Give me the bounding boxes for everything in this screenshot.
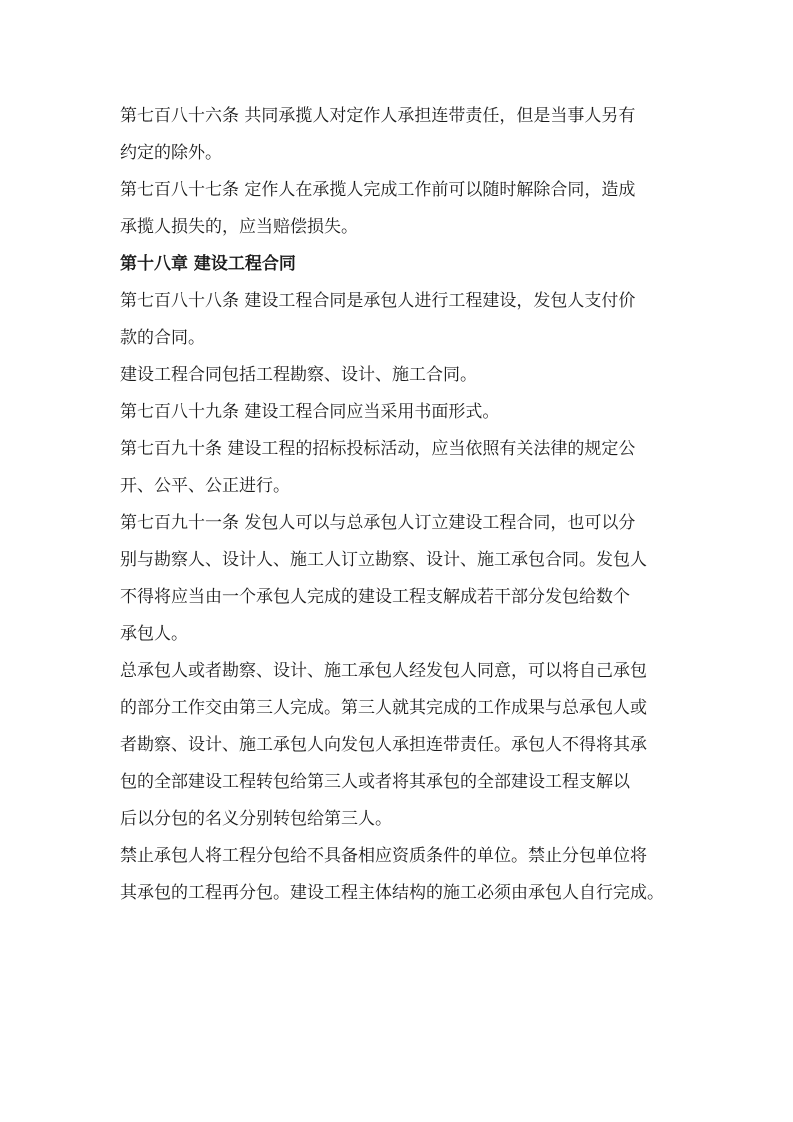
article-791-paragraph-2-line-3: 者勘察、设计、施工承包人向发包人承担连带责任。承包人不得将其承 (120, 735, 647, 755)
article-790-line-1: 第七百九十条 建设工程的招标投标活动，应当依照有关法律的规定公 (120, 439, 636, 459)
article-787-line-1: 第七百八十七条 定作人在承揽人完成工作前可以随时解除合同，造成 (120, 180, 636, 200)
chapter-18-heading: 第十八章 建设工程合同 (120, 254, 296, 274)
article-791-paragraph-2-line-2: 的部分工作交由第三人完成。第三人就其完成的工作成果与总承包人或 (120, 698, 647, 718)
article-788-line-1: 第七百八十八条 建设工程合同是承包人进行工程建设，发包人支付价 (120, 291, 636, 311)
document-page (120, 98, 690, 912)
article-791-line-4: 承包人。 (120, 624, 188, 644)
article-791-paragraph-3-line-1: 禁止承包人将工程分包给不具备相应资质条件的单位。禁止分包单位将 (120, 846, 647, 866)
article-790-line-2: 开、公平、公正进行。 (120, 476, 290, 496)
article-791-line-1: 第七百九十一条 发包人可以与总承包人订立建设工程合同，也可以分 (120, 513, 636, 533)
article-789-line-1: 第七百八十九条 建设工程合同应当采用书面形式。 (120, 402, 500, 422)
article-791-line-3: 不得将应当由一个承包人完成的建设工程支解成若干部分发包给数个 (120, 587, 630, 607)
article-788-line-2: 款的合同。 (120, 328, 205, 348)
article-786-line-1: 第七百八十六条 共同承揽人对定作人承担连带责任，但是当事人另有 (120, 106, 636, 126)
article-791-paragraph-3-line-2: 其承包的工程再分包。建设工程主体结构的施工必须由承包人自行完成。 (120, 883, 664, 903)
article-786-line-2: 约定的除外。 (120, 143, 222, 163)
article-791-paragraph-2-line-5: 后以分包的名义分别转包给第三人。 (120, 809, 392, 829)
article-788-paragraph-2: 建设工程合同包括工程勘察、设计、施工合同。 (120, 365, 477, 385)
article-791-paragraph-2-line-4: 包的全部建设工程转包给第三人或者将其承包的全部建设工程支解以 (120, 772, 630, 792)
article-787-line-2: 承揽人损失的，应当赔偿损失。 (120, 217, 358, 237)
article-791-paragraph-2-line-1: 总承包人或者勘察、设计、施工承包人经发包人同意，可以将自己承包 (120, 661, 647, 681)
article-791-line-2: 别与勘察人、设计人、施工人订立勘察、设计、施工承包合同。发包人 (120, 550, 647, 570)
